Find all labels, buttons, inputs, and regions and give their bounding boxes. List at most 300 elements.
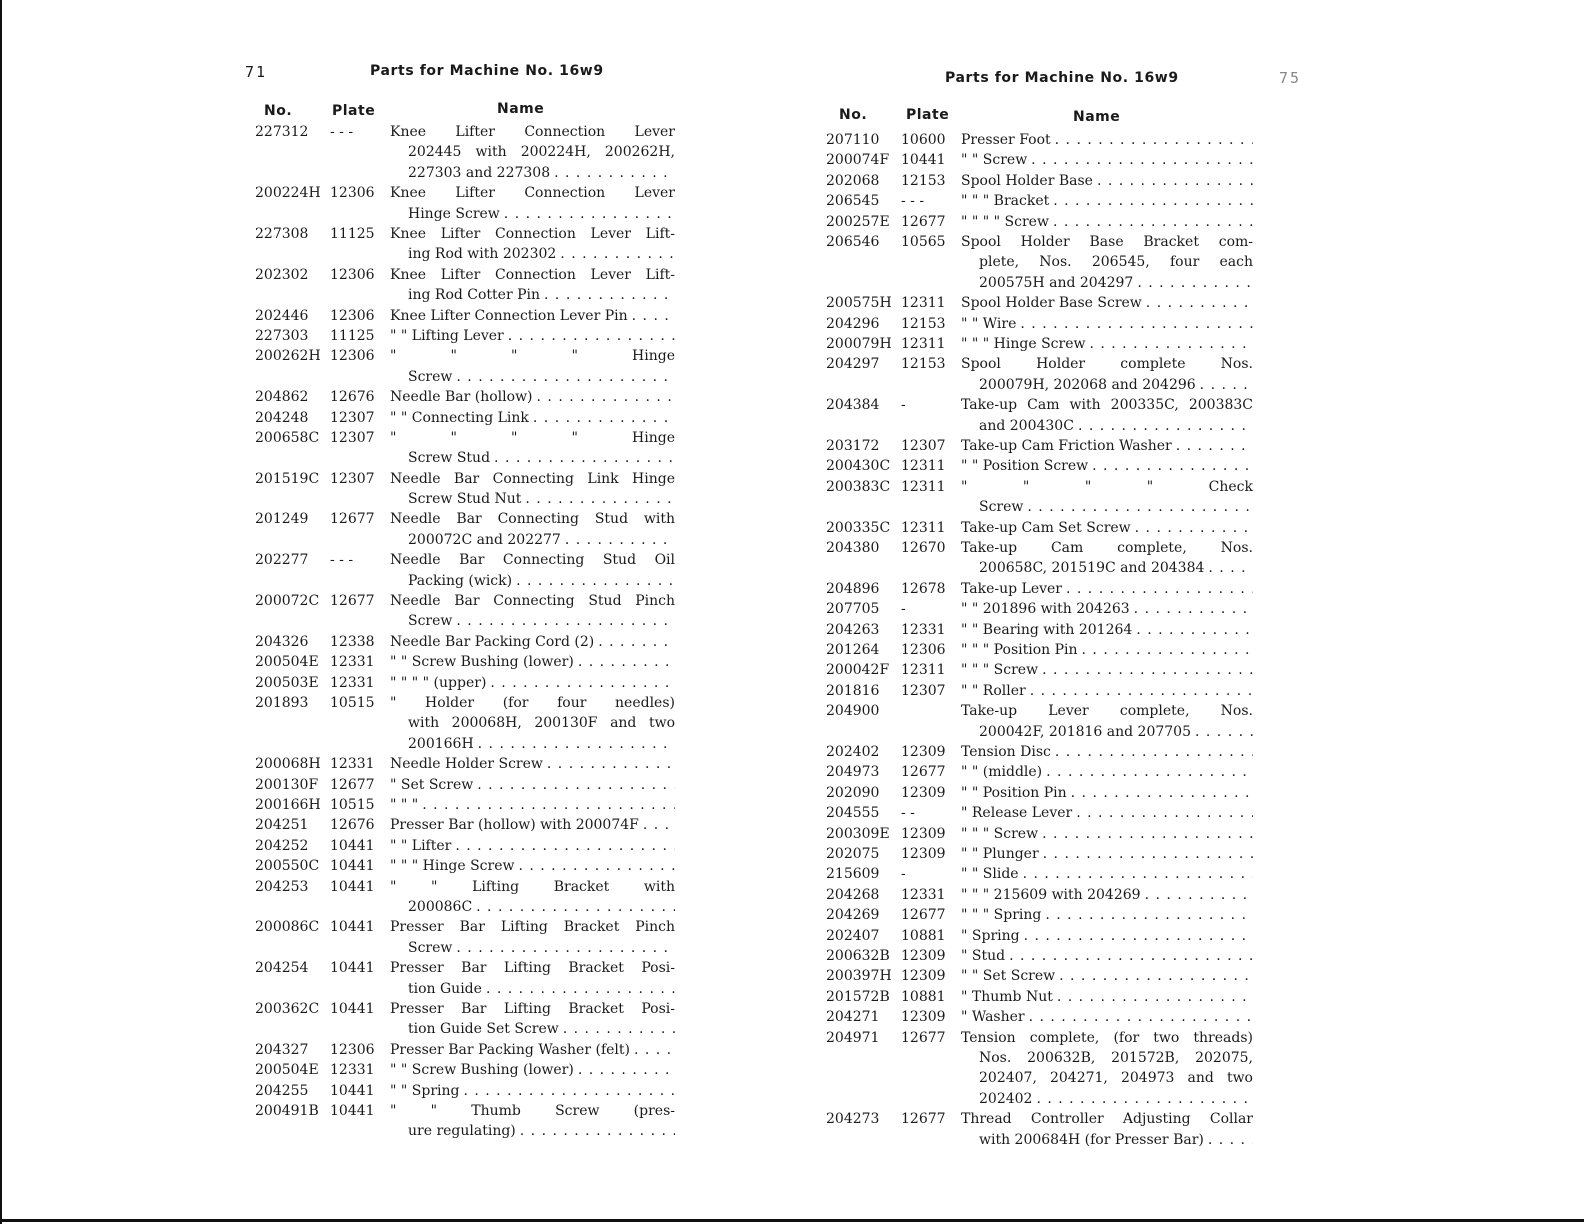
part-name-line: Presser Bar (hollow) with 200074F — [390, 817, 639, 834]
part-name-line: " " Roller — [961, 682, 1026, 699]
part-number: 200632B — [826, 948, 890, 965]
part-row — [826, 905, 1253, 925]
dot-leader — [452, 938, 675, 958]
part-number: 204251 — [255, 817, 309, 834]
dot-leader — [1053, 987, 1253, 1007]
dot-leader — [490, 448, 675, 468]
part-name-line: Take-up Cam Friction Washer — [961, 437, 1172, 454]
part-name — [961, 1028, 1253, 1110]
part-name — [390, 224, 675, 265]
part-name — [390, 795, 675, 815]
part-row — [826, 803, 1253, 823]
plate-number: 12677 — [901, 213, 946, 230]
part-name-line: Screw — [408, 368, 453, 385]
part-name — [961, 681, 1253, 701]
part-name-line: Needle Bar Connecting Link Hinge — [390, 470, 675, 487]
plate-number: 10441 — [330, 960, 375, 977]
dot-leader — [1141, 885, 1253, 905]
dot-leader — [1204, 558, 1253, 578]
dot-leader — [1049, 212, 1253, 232]
part-number: 200166H — [255, 797, 321, 814]
part-row — [826, 946, 1253, 966]
part-name — [961, 354, 1253, 395]
part-number: 201572B — [826, 988, 890, 1005]
plate-number: 12677 — [901, 1111, 946, 1128]
part-name — [961, 1007, 1253, 1027]
plate-number: 12309 — [901, 948, 946, 965]
part-row — [826, 518, 1253, 538]
part-name-line: " " " " Check — [961, 478, 1253, 495]
dot-leader — [1133, 273, 1253, 293]
plate-number: 12677 — [330, 776, 375, 793]
part-name-line: Packing (wick) — [408, 572, 513, 589]
part-name — [961, 620, 1253, 640]
plate-number: 12309 — [901, 968, 946, 985]
dot-leader — [1032, 1089, 1253, 1109]
part-number: 204296 — [826, 315, 880, 332]
part-row — [255, 673, 675, 693]
part-name-line: Screw — [408, 613, 453, 630]
part-name — [390, 673, 675, 693]
dot-leader — [1038, 660, 1253, 680]
plate-number: 12153 — [901, 172, 946, 189]
part-name-line: Hinge Screw — [408, 205, 500, 222]
part-number: 200335C — [826, 519, 891, 536]
part-number: 200042F — [826, 662, 890, 679]
part-name — [961, 212, 1253, 232]
dot-leader — [540, 285, 675, 305]
part-row — [255, 428, 675, 469]
part-number: 200079H — [826, 336, 892, 353]
part-number: 204297 — [826, 356, 880, 373]
part-number: 201816 — [826, 682, 880, 699]
part-name — [961, 640, 1253, 660]
part-name-line: 200072C and 202277 — [408, 531, 561, 548]
plate-number: 12309 — [901, 1009, 946, 1026]
plate-number: 10600 — [901, 132, 946, 148]
part-row — [826, 314, 1253, 334]
plate-number: - - - — [330, 552, 354, 569]
part-row — [255, 917, 675, 958]
part-row — [826, 742, 1253, 762]
part-name-line: Needle Bar Connecting Stud Pinch — [390, 593, 675, 610]
dot-leader — [1085, 334, 1253, 354]
dot-leader — [504, 326, 675, 346]
part-name-line: " " Spring — [390, 1082, 460, 1099]
plate-number: - — [901, 601, 906, 618]
part-name — [961, 803, 1253, 823]
part-name-line: Presser Foot — [961, 132, 1051, 148]
part-name-line: Nos. 200632B, 201572B, 202075, — [979, 1050, 1253, 1067]
dot-leader — [630, 1040, 675, 1060]
part-name — [390, 917, 675, 958]
plate-number: 12331 — [330, 674, 375, 691]
part-name-line: " " " Hinge Screw — [961, 336, 1086, 353]
part-number: 204971 — [826, 1029, 880, 1046]
part-number: 200309E — [826, 825, 890, 842]
part-name-line: " Washer — [961, 1009, 1025, 1026]
dot-leader — [1132, 620, 1253, 640]
plate-number: - — [901, 397, 906, 414]
part-name-line: ing Rod Cotter Pin — [408, 287, 541, 304]
part-number: 204555 — [826, 805, 880, 822]
part-name — [961, 518, 1253, 538]
part-name-line: Take-up Cam Set Screw — [961, 519, 1131, 536]
plate-number: 10881 — [901, 927, 946, 944]
plate-number: 10441 — [330, 1103, 375, 1119]
part-name — [390, 183, 675, 224]
part-number: 204255 — [255, 1082, 309, 1099]
part-row — [826, 987, 1253, 1007]
part-name-line: Knee Lifter Connection Lever Pin — [390, 307, 628, 324]
part-row — [255, 183, 675, 224]
part-name-line: " Stud — [961, 948, 1006, 965]
plate-number: 12307 — [330, 409, 375, 426]
plate-number: 12309 — [901, 784, 946, 801]
part-name-line: " " Screw Bushing (lower) — [390, 654, 574, 671]
part-name-line: Presser Bar Lifting Bracket Pinch — [390, 919, 675, 936]
part-row — [826, 436, 1253, 456]
part-number: 200362C — [255, 1001, 320, 1017]
part-row — [255, 877, 675, 918]
part-name-line: Needle Bar Packing Cord (2) — [390, 633, 595, 650]
scan-edge-left — [0, 0, 2, 1224]
part-name — [390, 754, 675, 774]
part-name-line: " " " Bracket — [961, 193, 1050, 210]
part-row — [255, 469, 675, 510]
plate-number: 12309 — [901, 846, 946, 863]
dot-leader — [1005, 946, 1253, 966]
part-number: 200383C — [826, 478, 891, 495]
part-name — [390, 591, 675, 632]
plate-number: 10441 — [330, 1001, 375, 1017]
part-name — [390, 632, 675, 652]
part-number: 200074F — [826, 152, 890, 169]
part-name-line: 200575H and 204297 — [979, 274, 1134, 291]
part-row — [255, 1081, 675, 1101]
part-name — [390, 306, 675, 326]
part-name — [390, 836, 675, 856]
left-col-header-name: Name — [497, 101, 545, 117]
right-col-header-no: No. — [839, 107, 868, 123]
part-name-line: " " (middle) — [961, 764, 1043, 781]
part-name — [961, 191, 1253, 211]
part-name — [390, 122, 675, 183]
part-row — [826, 293, 1253, 313]
part-name-line: 202407, 204271, 204973 and two — [979, 1070, 1253, 1087]
part-name-line: Take-up Lever — [961, 580, 1062, 597]
part-name — [961, 232, 1253, 293]
part-name-line: " " Wire — [961, 315, 1017, 332]
plate-number: 10441 — [901, 152, 946, 169]
plate-number: 10881 — [901, 988, 946, 1005]
part-name-line: tion Guide Set Screw — [408, 1021, 559, 1038]
part-name-line: Thread Controller Adjusting Collar — [961, 1111, 1253, 1128]
part-name — [961, 538, 1253, 579]
plate-number: 12153 — [901, 315, 946, 332]
part-row — [255, 815, 675, 835]
part-number: 202407 — [826, 927, 880, 944]
plate-number: 12678 — [901, 580, 946, 597]
dot-leader — [1196, 375, 1253, 395]
part-row — [826, 1109, 1253, 1150]
dot-leader — [473, 775, 675, 795]
plate-number: 12311 — [901, 519, 946, 536]
part-name-line: " " " " Hinge — [390, 429, 675, 446]
part-number: 207110 — [826, 132, 880, 148]
part-name — [390, 1060, 675, 1080]
part-number: 200397H — [826, 968, 892, 985]
plate-number: - - - — [330, 124, 354, 140]
part-name-line: Take-up Cam complete, Nos. — [961, 539, 1253, 556]
part-name-line: 200079H, 202068 and 204296 — [979, 376, 1196, 393]
part-name — [961, 599, 1253, 619]
part-row — [255, 122, 675, 183]
dot-leader — [500, 204, 675, 224]
plate-number: 12306 — [330, 307, 375, 324]
plate-number: 12306 — [330, 1041, 375, 1058]
dot-leader — [529, 408, 675, 428]
dot-leader — [628, 306, 675, 326]
plate-number: 12331 — [901, 886, 946, 903]
part-name-line: " Spring — [961, 927, 1020, 944]
plate-number: 12306 — [330, 266, 375, 283]
part-row — [826, 395, 1253, 436]
part-number: 202302 — [255, 266, 309, 283]
dot-leader — [1039, 844, 1253, 864]
part-number: 201249 — [255, 511, 309, 528]
part-name-line: 200658C, 201519C and 204384 — [979, 560, 1205, 577]
part-row — [255, 754, 675, 774]
part-name-line: Spool Holder complete Nos. — [961, 356, 1253, 373]
part-number: 204862 — [255, 389, 309, 406]
part-number: 200658C — [255, 429, 320, 446]
plate-number: 12307 — [330, 429, 375, 446]
part-name — [961, 946, 1253, 966]
plate-number: 12331 — [901, 621, 946, 638]
part-name-line: Knee Lifter Connection Lever — [390, 185, 675, 202]
part-number: 202277 — [255, 552, 309, 569]
part-row — [255, 856, 675, 876]
part-row — [255, 509, 675, 550]
part-name-line: " " Position Pin — [961, 784, 1067, 801]
plate-number: 10441 — [330, 837, 375, 854]
part-number: 200262H — [255, 348, 321, 365]
dot-leader — [1131, 518, 1253, 538]
part-number: 202068 — [826, 172, 880, 189]
part-number: 204252 — [255, 837, 309, 854]
part-number: 204380 — [826, 539, 880, 556]
part-name — [961, 762, 1253, 782]
dot-leader — [1067, 783, 1253, 803]
part-number: 200224H — [255, 185, 321, 202]
part-name-line: " " Screw — [961, 152, 1028, 169]
part-name — [390, 1081, 675, 1101]
plate-number: 12311 — [901, 478, 946, 495]
dot-leader — [1204, 1130, 1253, 1150]
part-name — [961, 701, 1253, 742]
part-name-line: " " Thumb Screw (pres- — [390, 1103, 675, 1119]
part-row — [255, 591, 675, 632]
part-number: 227312 — [255, 124, 309, 140]
part-name-line: " " " " (upper) — [390, 674, 487, 691]
part-name-line: " " " Screw — [961, 825, 1039, 842]
left-parts-list — [255, 122, 675, 1142]
part-name — [961, 579, 1253, 599]
dot-leader — [418, 795, 675, 815]
plate-number: 12306 — [330, 185, 375, 202]
part-name-line: Knee Lifter Connection Lever Lift- — [390, 225, 675, 242]
right-page-number: 75 — [1279, 69, 1302, 87]
dot-leader — [1051, 742, 1253, 762]
part-row — [826, 171, 1253, 191]
part-name-line: " " Screw Bushing (lower) — [390, 1062, 574, 1079]
part-name-line: Tension complete, (for two threads) — [961, 1029, 1253, 1046]
part-row — [826, 660, 1253, 680]
dot-leader — [543, 754, 675, 774]
part-number: 206546 — [826, 234, 880, 251]
part-row — [255, 387, 675, 407]
part-name — [390, 509, 675, 550]
part-name-line: 200042F, 201816 and 207705 — [979, 723, 1191, 740]
dot-leader — [1051, 130, 1253, 150]
right-col-header-plate: Plate — [906, 107, 950, 123]
part-number: 200491B — [255, 1103, 319, 1119]
part-name-line: Needle Bar Connecting Stud Oil — [390, 552, 675, 569]
dot-leader — [639, 815, 675, 835]
dot-leader — [1078, 640, 1253, 660]
part-name — [961, 844, 1253, 864]
part-name — [390, 469, 675, 510]
part-row — [826, 966, 1253, 986]
plate-number: 10441 — [330, 919, 375, 936]
part-name — [390, 550, 675, 591]
part-name — [390, 775, 675, 795]
dot-leader — [1042, 762, 1253, 782]
part-name-line: 200086C — [408, 899, 473, 916]
part-name — [390, 877, 675, 918]
dot-leader — [1049, 191, 1253, 211]
dot-leader — [474, 734, 675, 754]
plate-number: 12307 — [901, 437, 946, 454]
part-name-line: Needle Bar (hollow) — [390, 389, 533, 406]
part-number: 204248 — [255, 409, 309, 426]
part-name — [390, 1101, 675, 1142]
part-name-line: " " Bearing with 201264 — [961, 621, 1133, 638]
part-name — [961, 436, 1253, 456]
part-row — [826, 579, 1253, 599]
dot-leader — [512, 571, 675, 591]
part-name — [390, 856, 675, 876]
part-name — [961, 864, 1253, 884]
part-name-line: " " " Screw — [961, 662, 1039, 679]
part-number: 204268 — [826, 886, 880, 903]
part-name-line: Spool Holder Base Screw — [961, 295, 1142, 312]
part-name-line: Presser Bar Lifting Bracket Posi- — [390, 960, 675, 977]
part-name-line: and 200430C — [979, 417, 1074, 434]
part-row — [826, 191, 1253, 211]
part-row — [826, 232, 1253, 293]
part-name — [390, 693, 675, 754]
plate-number: 12309 — [901, 743, 946, 760]
plate-number: 12331 — [330, 654, 375, 671]
dot-leader — [486, 673, 675, 693]
part-name-line: 202402 — [979, 1090, 1033, 1107]
part-number: 204263 — [826, 621, 880, 638]
dot-leader — [574, 652, 675, 672]
part-row — [826, 1028, 1253, 1110]
part-row — [826, 456, 1253, 476]
part-name-line: tion Guide — [408, 980, 482, 997]
part-name-line: Tension Disc — [961, 743, 1051, 760]
part-row — [826, 212, 1253, 232]
dot-leader — [1023, 497, 1253, 517]
part-row — [826, 620, 1253, 640]
part-name-line: " " Slide — [961, 866, 1019, 883]
part-name-line: Spool Holder Base — [961, 172, 1093, 189]
part-name-line: Screw Stud — [408, 450, 491, 467]
part-number: 204896 — [826, 580, 880, 597]
part-row — [255, 326, 675, 346]
part-number: 204271 — [826, 1009, 880, 1026]
part-name — [961, 150, 1253, 170]
part-name-line: " Holder (for four needles) — [390, 695, 675, 712]
part-name — [390, 346, 675, 387]
part-name-line: Take-up Cam with 200335C, 200383C — [961, 397, 1253, 414]
dot-leader — [1025, 1007, 1253, 1027]
part-name — [961, 456, 1253, 476]
part-number: 204973 — [826, 764, 880, 781]
part-number: 204273 — [826, 1111, 880, 1128]
dot-leader — [451, 836, 675, 856]
part-name-line: " " Lifter — [390, 837, 452, 854]
right-parts-list — [826, 130, 1253, 1150]
part-number: 206545 — [826, 193, 880, 210]
part-row — [255, 265, 675, 306]
dot-leader — [1172, 436, 1253, 456]
dot-leader — [521, 489, 675, 509]
part-name — [390, 815, 675, 835]
part-name-line: Spool Holder Base Bracket com- — [961, 234, 1253, 251]
part-number: 204254 — [255, 960, 309, 977]
part-row — [255, 306, 675, 326]
part-name-line: with 200684H (for Presser Bar) — [979, 1131, 1204, 1148]
plate-number: 11125 — [330, 327, 375, 344]
part-name-line: Needle Bar Connecting Stud with — [390, 511, 675, 528]
part-row — [826, 824, 1253, 844]
part-row — [826, 681, 1253, 701]
part-name-line: " " " — [390, 797, 419, 814]
dot-leader — [561, 530, 675, 550]
dot-leader — [594, 632, 675, 652]
part-name — [390, 999, 675, 1040]
dot-leader — [1020, 926, 1253, 946]
part-name-line: Screw — [979, 499, 1024, 516]
plate-number: 12676 — [330, 817, 375, 834]
part-name-line: Screw — [408, 939, 453, 956]
part-name — [961, 783, 1253, 803]
part-number: 204384 — [826, 397, 880, 414]
part-name — [961, 334, 1253, 354]
plate-number: 12676 — [330, 389, 375, 406]
dot-leader — [1027, 150, 1253, 170]
part-number: 204269 — [826, 907, 880, 924]
part-name-line: Knee Lifter Connection Lever Lift- — [390, 266, 675, 283]
part-name — [390, 408, 675, 428]
part-row — [826, 926, 1253, 946]
part-name-line: with 200068H, 200130F and two — [408, 715, 675, 732]
dot-leader — [1130, 599, 1253, 619]
